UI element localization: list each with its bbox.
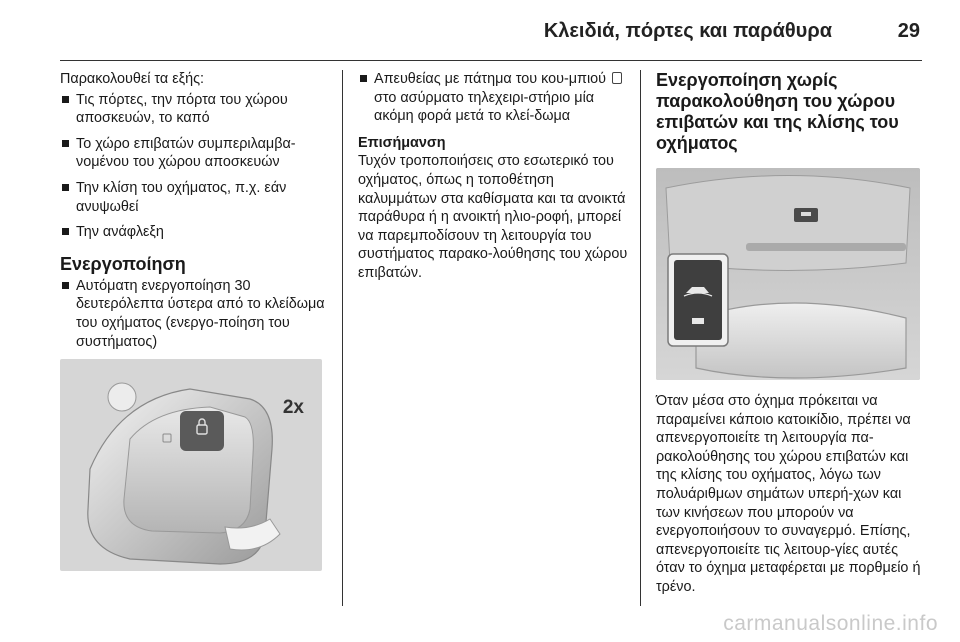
page-number: 29 [897,20,920,42]
page-header [60,14,922,54]
section-heading: Ενεργοποίηση χωρίς παρακολούθηση του χώρου επιβατών και της κλίσης του οχήματος [656,70,899,153]
intro-text: Παρακολουθεί τα εξής: [60,71,205,87]
activation-heading: Ενεργοποίηση [60,253,186,274]
bullet-item: Την κλίση του οχήματος, π.χ. εάν ανυψωθεί [60,179,326,216]
column-3 [656,70,924,597]
note-text: Τυχόν τροποποιήσεις στο εσωτερικό του οχήματος, όπως η τοποθέτηση καλυμμάτων στα καθίσματα και τα ανοικτά παράθυρα ή η ανοικτή ηλιο-ροφή, μπορεί να παρεμποδίσουν τη λειτουργία του συστήματος παρακο-λούθησης του χώρου επιβατών. [358,153,628,281]
bullet-item: Την ανάφλεξη [60,223,326,242]
figure-label: 2x [282,397,304,419]
note-title: Επισήμανση [358,134,446,151]
bullet-item: Αυτόματη ενεργοποίηση 30 δευτερόλεπτα ύστερα από το κλείδωμα του οχήματος (ενεργο-ποίηση του συστήματος) [60,277,326,351]
interior-sensor-figure [656,168,920,380]
key-fob-illustration [60,359,322,571]
bullet-text-before: Απευθείας με πάτημα του κου-μπιού [374,71,607,87]
lock-icon [612,72,622,84]
watermark: carmanualsonline.info [723,612,938,635]
column-1 [60,70,326,571]
bullet-item: Τις πόρτες, την πόρτα του χώρου αποσκευών, το καπό [60,91,326,128]
bullet-text-after: στο ασύρματο τηλεχειρι-στήριο μία ακόμη φορά μετά το κλεί-δωμα [374,89,595,125]
bullet-item [358,70,630,126]
bullet-item: Το χώρο επιβατών συμπεριλαμβα-νομένου του χώρου αποσκευών [60,135,326,172]
column-divider-2 [640,70,641,606]
column-divider-1 [342,70,343,606]
header-divider [60,60,922,61]
body-text: Όταν μέσα στο όχημα πρόκειται να παραμείνει κάποιο κατοικίδιο, πρέπει να απενεργοποιείτε τη λειτουργία πα-ρακολούθησης του χώρου επιβατών και της κλίσης του οχήματος, λόγω των πολυάριθμων σημάτων υπερή-χων και των κινήσεων που μπορούν να ενεργοποιήσουν το συναγερμό. Επίσης, απενεργοποιείτε τις λειτουρ-γίες αυτές όταν το όχημα μεταφέρεται με πορθμείο ή τρένο. [656,393,921,595]
column-2 [358,70,630,285]
interior-sensor-illustration [656,168,920,380]
page-title: Κλειδιά, πόρτες και παράθυρα [543,20,832,42]
key-fob-figure [60,359,322,571]
